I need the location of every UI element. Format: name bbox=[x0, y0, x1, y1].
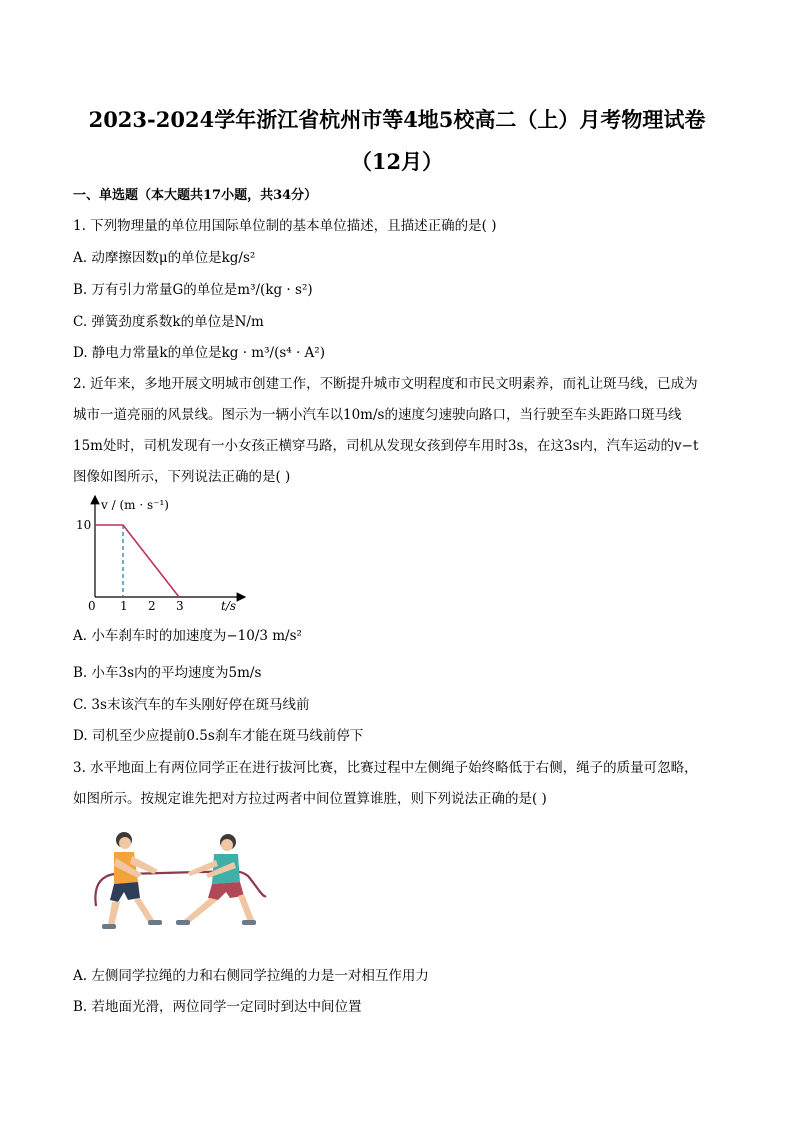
q2-stem-line2: 城市一道亮丽的风景线。图示为一辆小汽车以10m/s的速度匀速驶向路口，当行驶至车头距路口斑马线 bbox=[73, 407, 682, 423]
x-tick-label: 0 bbox=[88, 599, 96, 613]
q1-option-c: C. 弹簧劲度系数k的单位是N/m bbox=[73, 314, 264, 330]
y-tick-label: 10 bbox=[76, 518, 92, 532]
x-tick-label: 1 bbox=[120, 599, 128, 613]
vt-graph bbox=[73, 488, 253, 616]
q2-stem-line4: 图像如图所示，下列说法正确的是( ) bbox=[73, 469, 291, 485]
q1-option-b: B. 万有引力常量G的单位是m³/(kg · s²) bbox=[73, 282, 313, 298]
exam-title: 2023-2024学年浙江省杭州市等4地5校高二（上）月考物理试卷 bbox=[88, 107, 706, 132]
right-student bbox=[176, 834, 256, 925]
section-heading: 一、单选题（本大题共17小题，共34分） bbox=[73, 188, 318, 203]
q3-option-a: A. 左侧同学拉绳的力和右侧同学拉绳的力是一对相互作用力 bbox=[73, 968, 429, 984]
q2-stem-line3: 15m处时，司机发现有一小女孩正横穿马路，司机从发现女孩到停车用时3s，在这3s内，汽车运动的v−t bbox=[73, 438, 699, 454]
q3-option-b: B. 若地面光滑，两位同学一定同时到达中间位置 bbox=[73, 999, 362, 1015]
q2-option-d: D. 司机至少应提前0.5s刹车才能在斑马线前停下 bbox=[73, 728, 364, 744]
q2-option-c: C. 3s末该汽车的车头刚好停在斑马线前 bbox=[73, 697, 310, 713]
q1-option-d: D. 静电力常量k的单位是kg · m³/(s⁴ · A²) bbox=[73, 345, 325, 361]
q2-option-b: B. 小车3s内的平均速度为5m/s bbox=[73, 665, 262, 681]
q2-stem-line1: 2. 近年来，多地开展文明城市创建工作，不断提升城市文明程度和市民文明素养，而礼让斑马线，已成为 bbox=[73, 376, 698, 392]
exam-title-month: （12月） bbox=[350, 149, 444, 174]
x-tick-label: 3 bbox=[176, 599, 184, 613]
x-axis-label: t/s bbox=[221, 599, 237, 613]
q2-option-a: A. 小车刹车时的加速度为−10/3 m/s² bbox=[73, 628, 302, 644]
tug-of-war-illustration bbox=[88, 828, 288, 938]
q1-option-a: A. 动摩擦因数μ的单位是kg/s² bbox=[73, 250, 256, 266]
q1-stem: 1. 下列物理量的单位用国际单位制的基本单位描述，且描述正确的是( ) bbox=[73, 218, 497, 234]
left-student bbox=[102, 832, 162, 929]
q3-stem-line2: 如图所示。按规定谁先把对方拉过两者中间位置算谁胜，则下列说法正确的是( ) bbox=[73, 791, 547, 807]
velocity-line bbox=[95, 525, 179, 597]
q3-stem-line1: 3. 水平地面上有两位同学正在进行拔河比赛，比赛过程中左侧绳子始终略低于右侧，绳子的质量可忽略， bbox=[73, 760, 698, 776]
x-tick-label: 2 bbox=[148, 599, 156, 613]
y-axis-label: v / (m · s⁻¹) bbox=[101, 498, 169, 512]
